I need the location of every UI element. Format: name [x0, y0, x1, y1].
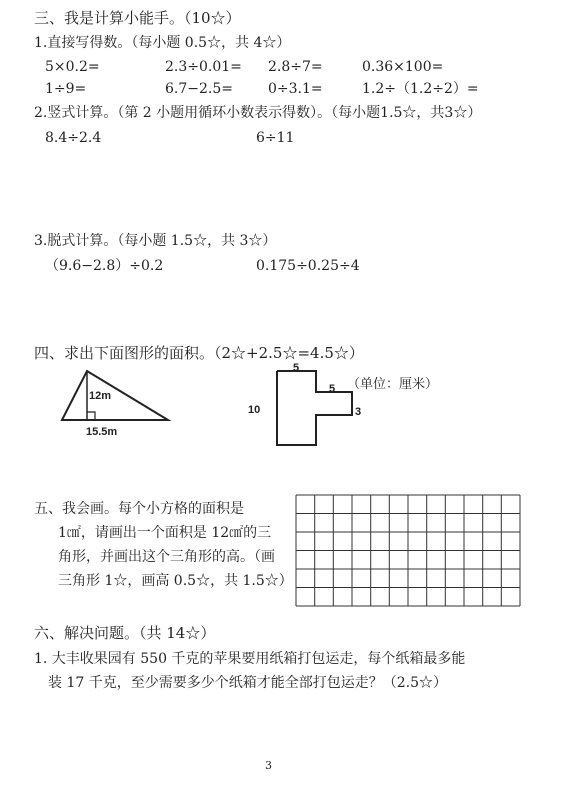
triangle-base-label: 15.5m: [86, 426, 118, 438]
page-number: 3: [265, 759, 272, 772]
triangle-height-label: 12m: [89, 390, 112, 402]
section3-title: 三、我是计算小能手。（10☆）: [34, 9, 241, 27]
q3-item: 0.175÷0.25÷4: [256, 258, 360, 274]
section5-line: 五、我会画。每个小方格的面积是: [34, 501, 244, 517]
section5-line: 1㎠，请画出一个面积是 12㎠的三: [58, 525, 272, 541]
q1-item: 0÷3.1=: [268, 81, 323, 97]
q1-item: 1÷9=: [45, 81, 87, 97]
drawing-grid[interactable]: [296, 495, 521, 607]
section5-line: 三角形 1☆，画高 0.5☆，共 1.5☆）: [58, 573, 293, 589]
shape-step-label: 5: [329, 383, 336, 395]
unit-label: （单位：厘米）: [347, 377, 439, 392]
q1-title: 1.直接写得数。（每小题 0.5☆，共 4☆）: [34, 35, 291, 51]
section4-title: 四、求出下面图形的面积。（2☆+2.5☆=4.5☆）: [34, 344, 364, 362]
q1-item: 1.2÷（1.2÷2）=: [362, 81, 479, 97]
right-angle-mark: [87, 412, 95, 420]
triangle-outline: [62, 371, 168, 420]
q1-item: 2.8÷7=: [268, 59, 323, 75]
section6-q1-line: 装 17 千克，至少需要多少个纸箱才能全部打包运走？（2.5☆）: [48, 675, 447, 691]
q1-item: 5×0.2=: [45, 59, 100, 75]
triangle-figure: [60, 370, 210, 440]
shape-left-label: 10: [248, 404, 261, 416]
q1-item: 2.3÷0.01=: [165, 59, 242, 75]
q2-item: 8.4÷2.4: [45, 130, 102, 146]
composite-shape-outline: [277, 371, 352, 445]
shape-right-label: 3: [355, 406, 362, 418]
section6-title: 六、解决问题。（共 14☆）: [34, 624, 216, 642]
q1-item: 0.36×100=: [362, 59, 444, 75]
q2-item: 6÷11: [256, 130, 295, 146]
q1-item: 6.7−2.5=: [165, 81, 233, 97]
q2-title: 2.竖式计算。（第 2 小题用循环小数表示得数）。（每小题1.5☆，共3☆）: [34, 105, 482, 121]
shape-top-label: 5: [293, 362, 300, 374]
q3-title: 3.脱式计算。（每小题 1.5☆，共 3☆）: [34, 233, 277, 249]
section6-q1-line: 1. 大丰收果园有 550 千克的苹果要用纸箱打包运走，每个纸箱最多能: [34, 651, 466, 667]
q3-item: （9.6−2.8）÷0.2: [45, 258, 164, 274]
section5-line: 角形，并画出这个三角形的高。（画: [58, 549, 275, 565]
